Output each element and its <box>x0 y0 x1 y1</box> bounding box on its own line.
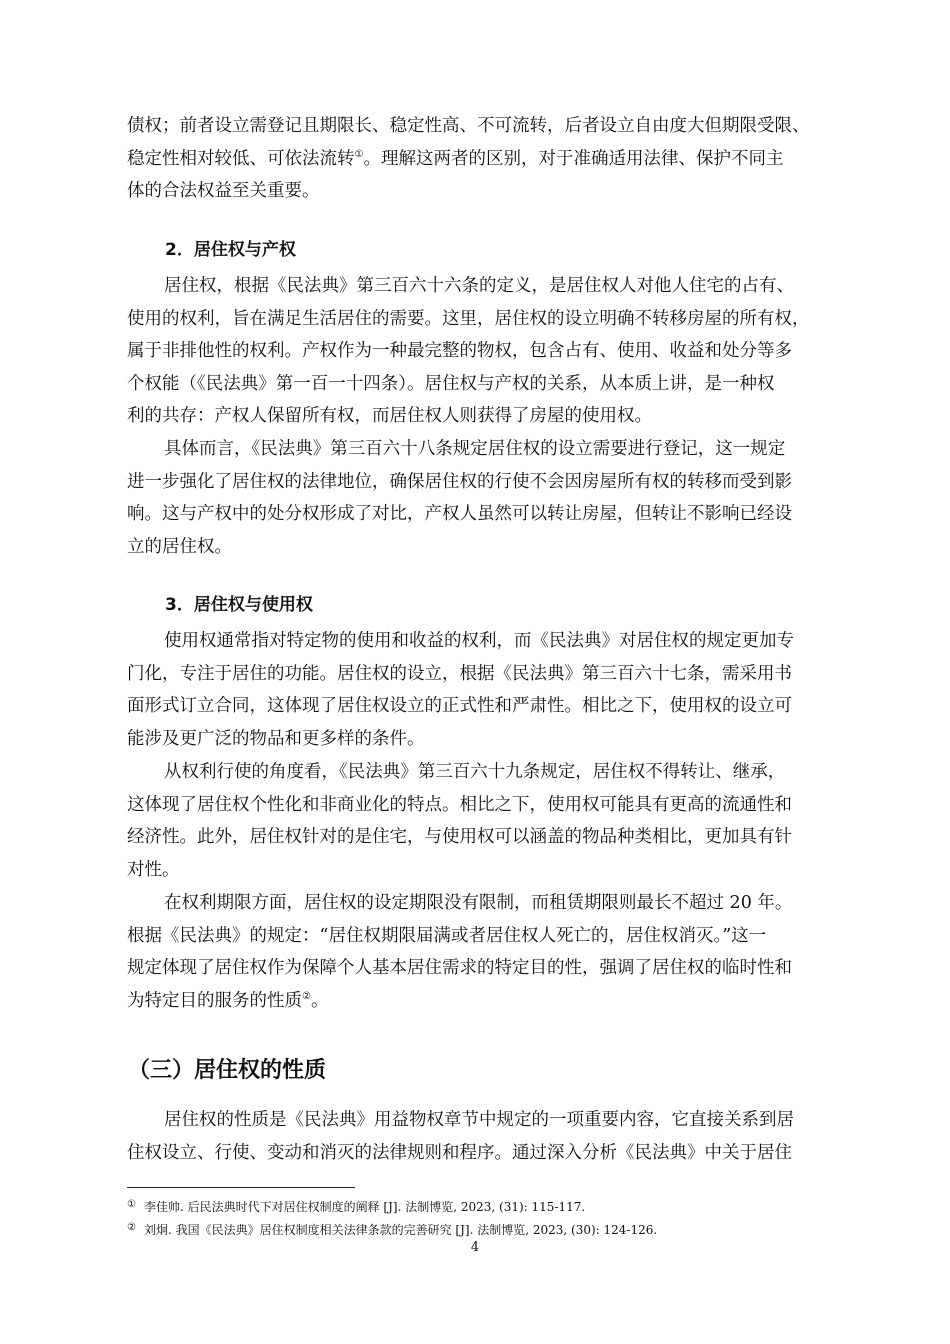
paragraph-3a <box>127 625 859 755</box>
paragraph-intro <box>127 110 859 208</box>
text-line: 规定体现了居住权作为保障个人基本居住需求的特定目的性，强调了居住权的临时性和 <box>127 958 792 979</box>
text-line: 立的居住权。 <box>127 536 232 557</box>
footnote-ref-1[interactable]: ① <box>354 148 364 160</box>
text-line: 面形式订立合同，这体现了居住权设立的正式性和严肃性。相比之下，使用权的设立可 <box>127 696 792 717</box>
paragraph-2b <box>127 433 859 563</box>
text-line: 利的共存：产权人保留所有权，而居住权人则获得了房屋的使用权。 <box>127 406 652 427</box>
footnote-1 <box>127 1197 585 1215</box>
text-line: 经济性。此外，居住权针对的是住宅，与使用权可以涵盖的物品种类相比，更加具有针 <box>127 827 792 848</box>
footnote-mark: ① <box>127 1199 136 1210</box>
text-line: 债权；前者设立需登记且期限长、稳定性高、不可流转，后者设立自由度大但期限受限、 <box>127 116 810 136</box>
text-line: 使用权通常指对特定物的使用和收益的权利，而《民法典》对居住权的规定更加专 <box>164 631 794 651</box>
footnote-text: 李佳帅. 后民法典时代下对居住权制度的阐释 [J]. 法制博览, 2023, (31): 115-117. <box>143 1200 586 1214</box>
footnote-divider <box>127 1187 355 1188</box>
text-line: 对性。 <box>127 859 180 880</box>
section-title-nature: （三）居住权的性质 <box>128 1058 327 1083</box>
text-line: 响。这与产权中的处分权形成了对比，产权人虽然可以转让房屋，但转让不影响已经设 <box>127 504 792 525</box>
footnote-2 <box>127 1220 657 1238</box>
text-line: 稳定性相对较低、可依法流转①。理解这两者的区别，对于准确适用法律、保护不同主 <box>127 148 784 169</box>
text-line: 具体而言，《民法典》第三百六十八条规定居住权的设立需要进行登记，这一规定 <box>164 439 786 459</box>
text-line: 从权利行使的角度看，《民法典》第三百六十九条规定，居住权不得转让、继承， <box>164 762 786 782</box>
text-line: 使用的权利，旨在满足生活居住的需要。这里，居住权的设立明确不转移房屋的所有权， <box>127 308 810 329</box>
footnote-ref-2[interactable]: ② <box>302 990 311 1002</box>
paragraph-section3 <box>127 1104 859 1169</box>
footnote-mark: ② <box>127 1222 136 1233</box>
text-line: 根据《民法典》的规定：“居住权期限届满或者居住权人死亡的，居住权消灭。”这一 <box>127 925 767 946</box>
subheading-residence-vs-property: 2．居住权与产权 <box>165 240 296 260</box>
paragraph-3b <box>127 756 859 886</box>
text-line: 居住权的性质是《民法典》用益物权章节中规定的一项重要内容，它直接关系到居 <box>164 1110 794 1130</box>
text-line: 体的合法权益至关重要。 <box>127 181 320 202</box>
text-line: 为特定目的服务的性质②。 <box>127 990 329 1011</box>
text-line: 门化，专注于居住的功能。居住权的设立，根据《民法典》第三百六十七条，需采用书 <box>127 663 792 684</box>
text-line: 这体现了居住权个性化和非商业化的特点。相比之下，使用权可能具有更高的流通性和 <box>127 794 792 815</box>
paragraph-3c <box>127 887 859 1017</box>
footnote-text: 刘炯. 我国《民法典》居住权制度相关法律条款的完善研究 [J]. 法制博览, 2023, (30): 124-126. <box>143 1223 658 1237</box>
text-line: 居住权，根据《民法典》第三百六十六条的定义，是居住权人对他人住宅的占有、 <box>164 276 794 296</box>
paragraph-2a <box>127 270 859 433</box>
page-number: 4 <box>470 1240 480 1255</box>
text-line: 在权利期限方面，居住权的设定期限没有限制，而租赁期限则最长不超过 20 年。 <box>164 893 793 913</box>
subheading-residence-vs-use: 3．居住权与使用权 <box>165 595 313 615</box>
text-line: 能涉及更广泛的物品和更多样的条件。 <box>127 728 425 749</box>
text-line: 个权能（《民法典》第一百一十四条）。居住权与产权的关系，从本质上讲，是一种权 <box>127 373 775 394</box>
text-line: 进一步强化了居住权的法律地位，确保居住权的行使不会因房屋所有权的转移而受到影 <box>127 471 792 492</box>
text-line: 住权设立、行使、变动和消灭的法律规则和程序。通过深入分析《民法典》中关于居住 <box>127 1142 792 1163</box>
text-line: 属于非排他性的权利。产权作为一种最完整的物权，包含占有、使用、收益和处分等多 <box>127 341 792 362</box>
